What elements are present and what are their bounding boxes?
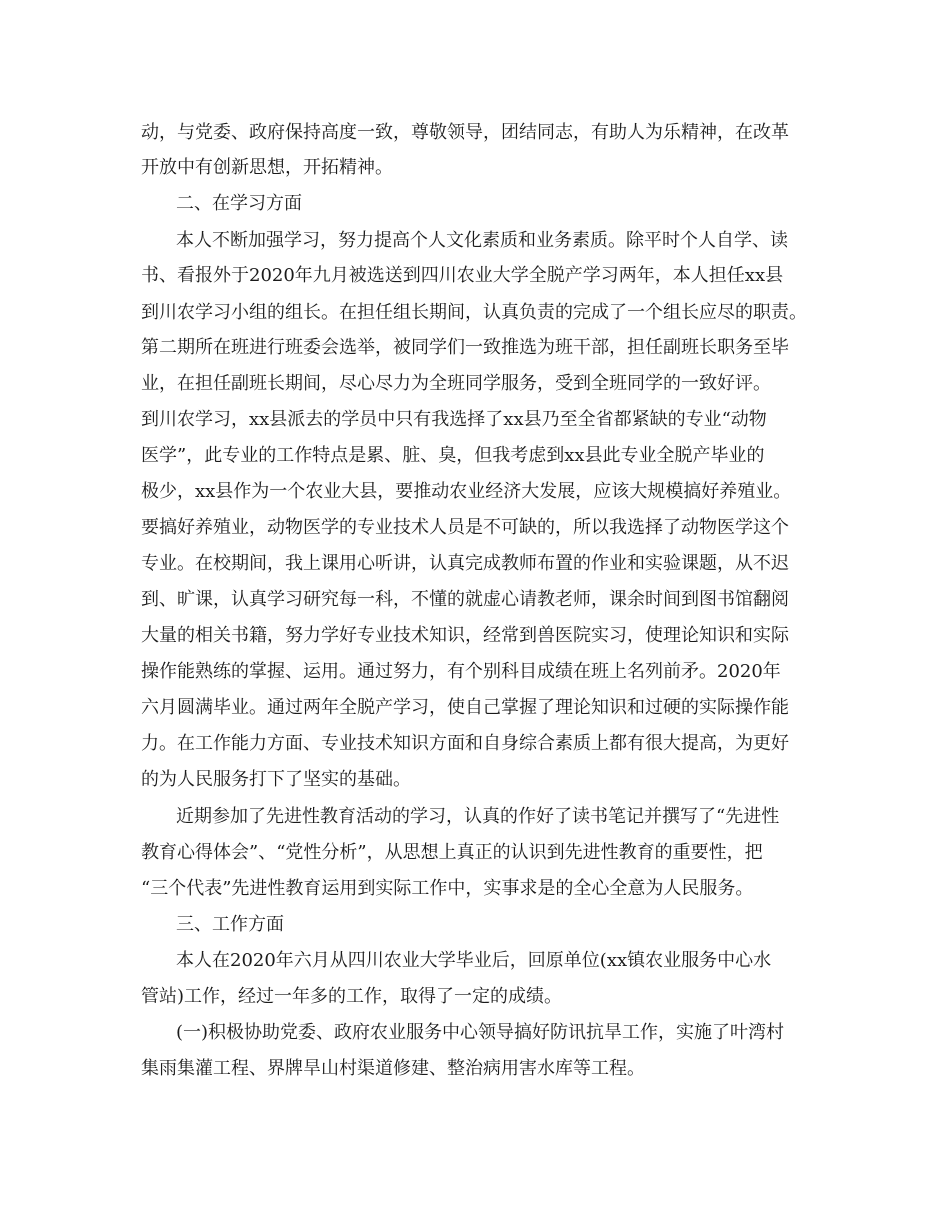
text-line: 专业。在校期间，我上课用心听讲，认真完成教师布置的作业和实验课题，从不迟 [141,553,789,574]
text-line: 大量的相关书籍，努力学好专业技术知识，经常到兽医院实习，使理论知识和实际 [141,625,789,646]
text-line: 教育心得体会”、“党性分析”，从思想上真正的认识到先进性教育的重要性，把 [141,842,763,863]
text-line: 本人在2020年六月从四川农业大学毕业后，回原单位(xx镇农业服务中心水 [176,950,772,971]
text-line: “三个代表”先进性教育运用到实际工作中，实事求是的全心全意为人民服务。 [141,878,754,899]
text-line: 力。在工作能力方面、专业技术知识方面和自身综合素质上都有很大提高，为更好 [141,733,789,754]
text-line: 极少，xx县作为一个农业大县，要推动农业经济大发展，应该大规模搞好养殖业。 [141,481,792,502]
text-line: (一)积极协助党委、政府农业服务中心领导搞好防讯抗旱工作，实施了叶湾村 [176,1022,785,1043]
section-heading: 二、在学习方面 [176,193,302,214]
text-line: 到、旷课，认真学习研究每一科，不懂的就虚心请教老师，课余时间到图书馆翻阅 [141,589,789,610]
text-line: 近期参加了先进性教育活动的学习，认真的作好了读书笔记并撰写了“先进性 [176,806,780,827]
text-line: 集雨集灌工程、界牌旱山村渠道修建、整治病用害水库等工程。 [141,1058,645,1079]
text-line: 到川农学习，xx县派去的学员中只有我选择了xx县乃至全省都紧缺的专业“动物 [141,409,767,430]
text-line: 六月圆满毕业。通过两年全脱产学习，使自己掌握了理论知识和过硬的实际操作能 [141,697,789,718]
text-line: 要搞好养殖业，动物医学的专业技术人员是不可缺的，所以我选择了动物医学这个 [141,517,789,538]
text-line: 第二期所在班进行班委会选举，被同学们一致推选为班干部，担任副班长职务至毕 [141,337,789,358]
text-line: 本人不断加强学习，努力提高个人文化素质和业务素质。除平时个人自学、读 [176,230,788,251]
text-line: 业，在担任副班长期间，尽心尽力为全班同学服务，受到全班同学的一致好评。 [141,373,771,394]
text-line: 动，与党委、政府保持高度一致，尊敬领导，团结同志，有助人为乐精神，在改革 [141,122,789,143]
text-line: 开放中有创新思想，开拓精神。 [141,157,393,178]
section-heading: 三、工作方面 [176,914,284,935]
text-line: 到川农学习小组的组长。在担任组长期间，认真负责的完成了一个组长应尽的职责。 [141,302,807,323]
text-line: 操作能熟练的掌握、运用。通过努力，有个别科目成绩在班上名列前矛。2020年 [141,661,781,682]
text-line: 的为人民服务打下了坚实的基础。 [141,769,411,790]
text-line: 医学”，此专业的工作特点是累、脏、臭，但我考虑到xx县此专业全脱产毕业的 [141,445,765,466]
text-line: 书、看报外于2020年九月被选送到四川农业大学全脱产学习两年，本人担任xx县 [141,265,784,286]
text-line: 管站)工作，经过一年多的工作，取得了一定的成绩。 [141,986,563,1007]
